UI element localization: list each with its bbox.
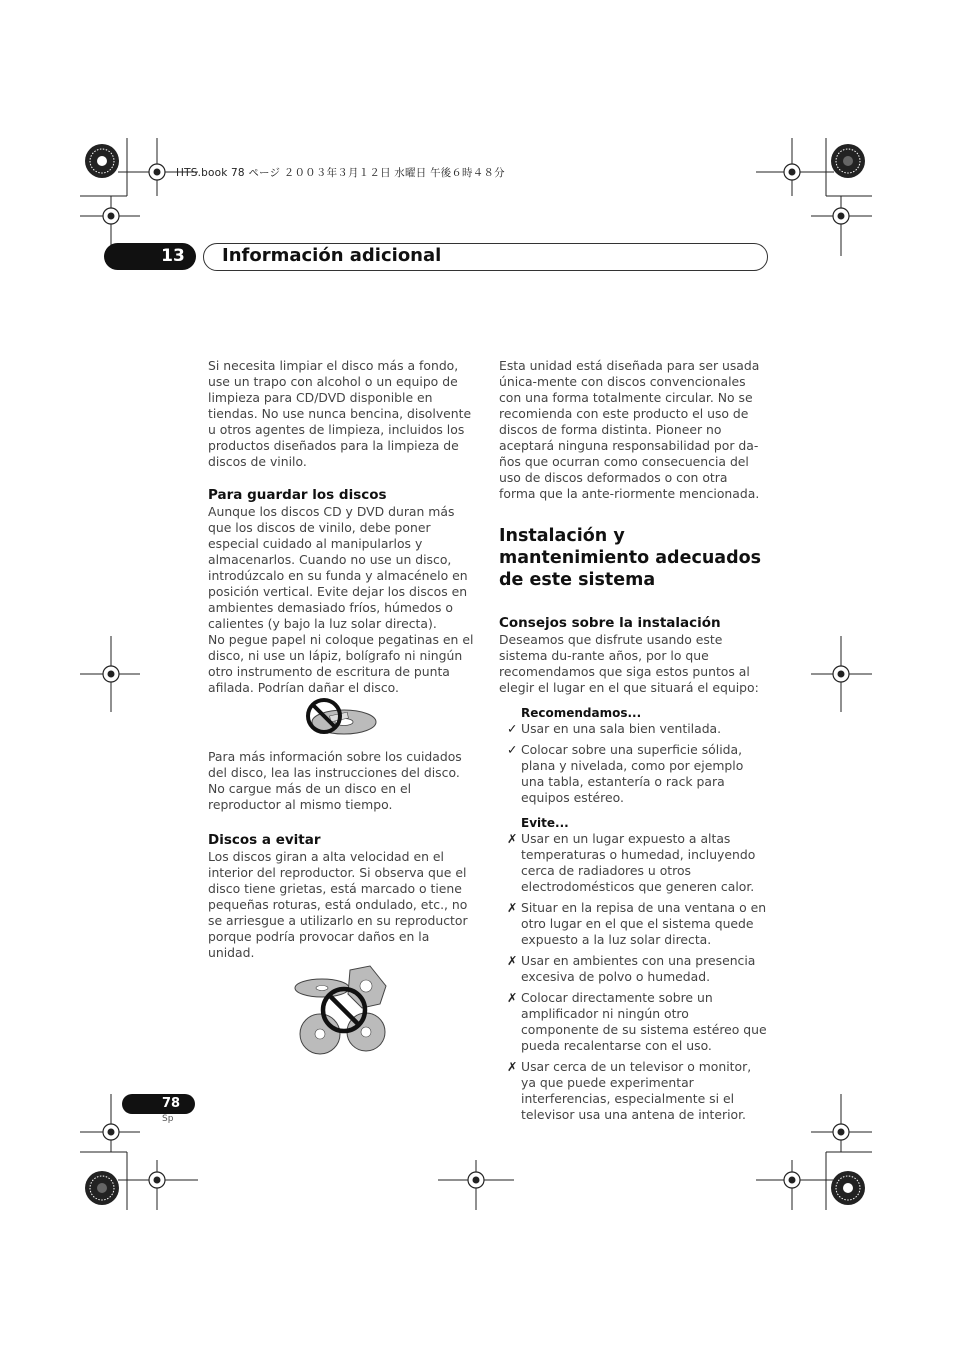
list-item-text: Usar en un lugar expuesto a altas temperaturas o humedad, incluyendo cerca de radiadores u otros electrodomésticos que generen calor. [521,831,756,894]
paragraph-circular-discs: Esta unidad está diseñada para ser usada única-mente con discos convencionales con una forma totalmente circular. No se recomienda con este producto el uso de discos de forma distinta. Pioneer no aceptará ninguna responsabilidad por da-ños que ocurran como consecuencia del uso de discos deformados o con otra forma que la ante-riormente mencionada. [499,358,760,501]
list-item-text: Usar en una sala bien ventilada. [521,721,722,736]
cross-icon: ✗ [507,953,518,968]
heading-consejos: Consejos sobre la instalación [499,615,721,631]
chapter-number: 13 [161,246,185,266]
paragraph-info: Para más información sobre los cuidados del disco, lea las instrucciones del disco. [208,749,462,780]
paragraph-cleaning: Si necesita limpiar el disco más a fondo, use un trapo con alcohol o un equipo de limpieza para CD/DVD disponible en tiendas. No use nunca bencina, disolvente u otros agentes de limpieza, incluidos los productos diseñados para la limpieza de discos de vinilo. [208,358,472,469]
list-item [499,1059,767,1123]
list-item [499,742,767,806]
right-column [499,358,767,1123]
page-number: 78 [161,1096,181,1111]
list-item [499,721,767,737]
left-column-bottom [208,749,476,961]
list-item [499,953,767,985]
list-item [499,990,767,1054]
list-item-text: Situar en la repisa de una ventana o en otro lugar en el que el sistema quede expuesto a la luz solar directa. [521,900,767,947]
check-icon: ✓ [507,721,518,736]
paragraph-guardar: Aunque los discos CD y DVD duran más que los discos de vinilo, debe poner especial cuidado al manipularlos y almacenarlos. Cuando no use un disco, introdúzcalo en su funda y almacénelo en posición vertical. Evite dejar los discos en ambientes demasiado fríos, húmedos o calientes (y bajo la luz solar directa). [208,504,468,631]
check-icon: ✓ [507,742,518,757]
heading-recomendamos: Recomendamos... [521,706,642,720]
section-heading: Instalación y mantenimiento adecuados de este sistema [499,526,762,590]
list-item-text: Usar en ambientes con una presencia excesiva de polvo o humedad. [521,953,756,984]
damaged-discs-icon [292,964,392,1056]
list-item-text: Colocar directamente sobre un amplificador ni ningún otro componente de su sistema estéreo que pueda recalentarse con el uso. [521,990,767,1053]
cross-icon: ✗ [507,1059,518,1074]
heading-evite: Evite... [521,816,569,830]
list-item-text: Usar cerca de un televisor o monitor, ya que puede experimentar interferencias, especialmente si el televisor usa una antena de interior. [521,1059,752,1122]
list-item [499,900,767,948]
list-item-text: Colocar sobre una superficie sólida, plana y nivelada, como por ejemplo una tabla, estantería o rack para equipos estéreo. [521,742,744,805]
paragraph-evitar: Los discos giran a alta velocidad en el interior del reproductor. Si observa que el disco tiene grietas, está marcado o tiene pequeñas roturas, está ondulado, etc., no se arriesgue a utilizarlo en su reproductor porque podría provocar daños en la unidad. [208,849,468,960]
page-language: Sp [162,1114,174,1124]
cross-icon: ✗ [507,900,518,915]
cross-icon: ✗ [507,990,518,1005]
left-column-top [208,358,476,696]
paragraph-pegatinas: No pegue papel ni coloque pegatinas en el disco, ni use un lápiz, bolígrafo ni ningún otro instrumento de escritura de punta afilada. Podrían dañar el disco. [208,632,474,695]
no-sticker-disc-icon [300,694,380,740]
paragraph-consejos: Deseamos que disfrute usando este sistema du-rante años, por lo que recomendamos que siga estos puntos al elegir el lugar en el que situará el equipo: [499,632,759,695]
paragraph-one-disc: No cargue más de un disco en el reproductor al mismo tiempo. [208,781,412,812]
print-header: HTS.book 78 ページ ２００３年３月１２日 水曜日 午後６時４８分 [176,167,505,179]
chapter-title: Información adicional [222,245,442,266]
list-item [499,831,767,895]
heading-evitar: Discos a evitar [208,832,321,848]
cross-icon: ✗ [507,831,518,846]
heading-guardar: Para guardar los discos [208,487,387,503]
